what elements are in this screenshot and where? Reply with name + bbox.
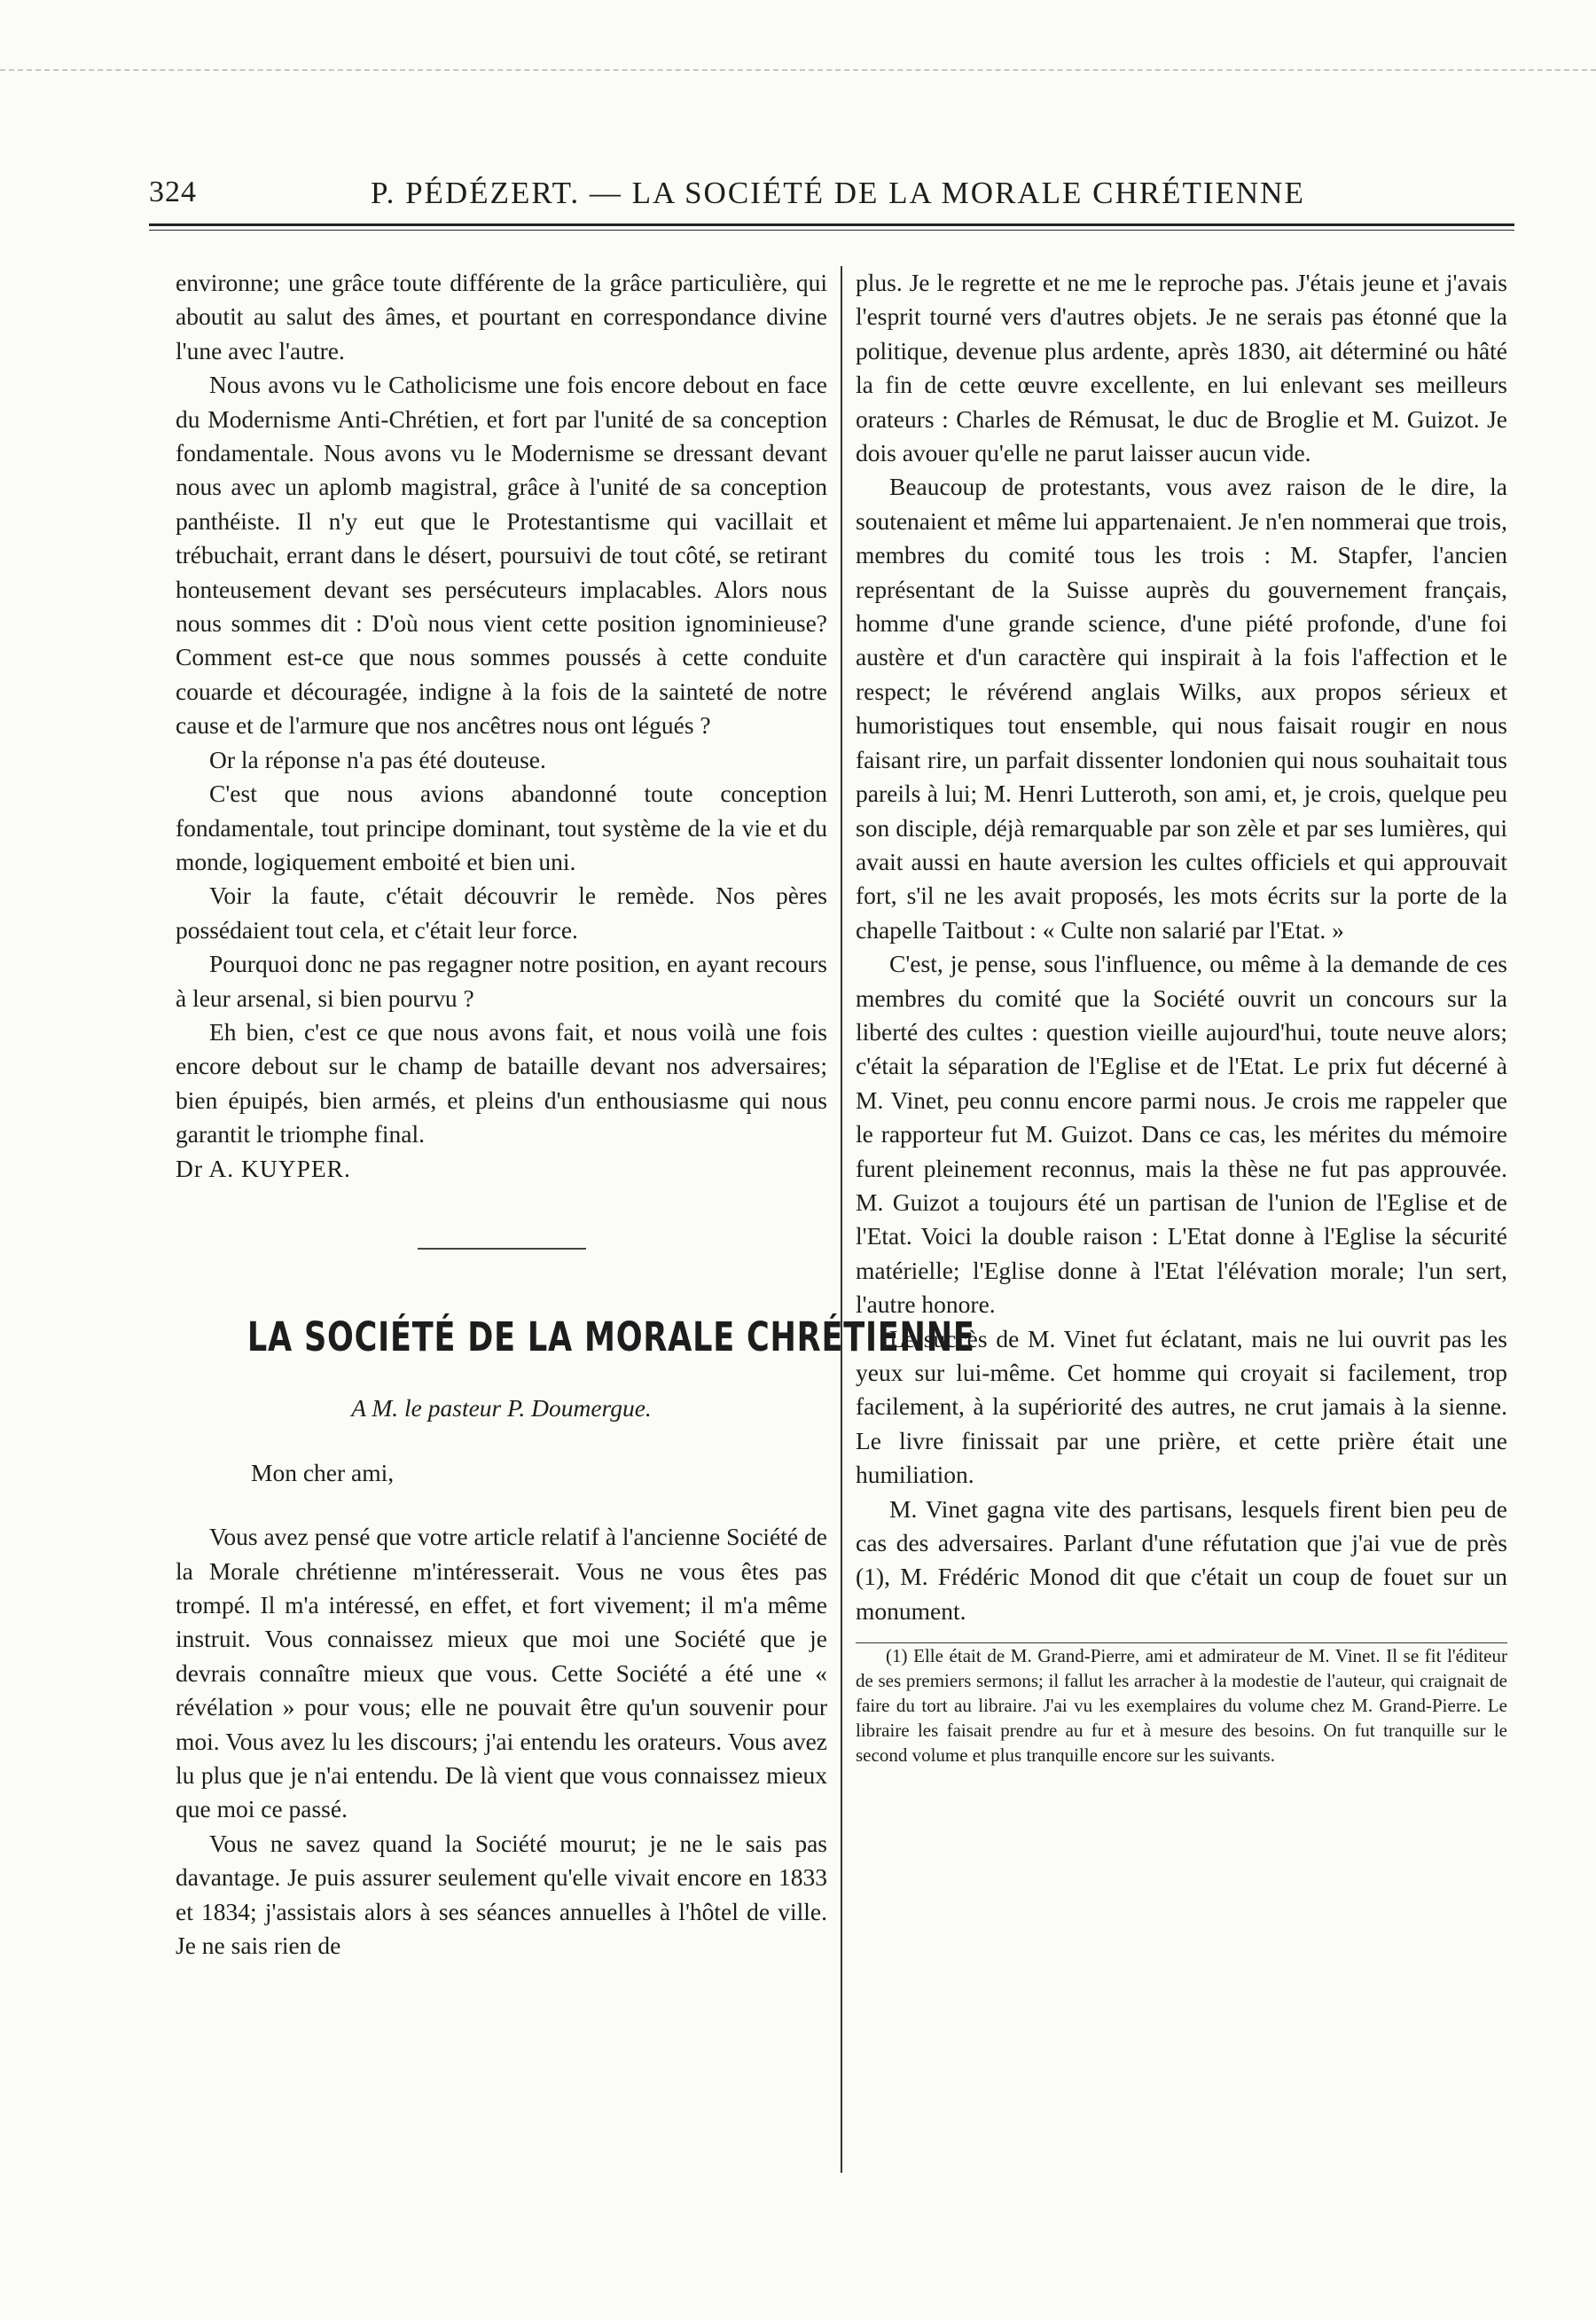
section-separator (418, 1248, 586, 1250)
paragraph: Pourquoi donc ne pas regagner notre position, en ayant recours à leur arsenal, si bien pourvu ? (176, 950, 827, 1012)
page-number: 324 (149, 176, 197, 208)
paragraph: Vous ne savez quand la Société mourut; je ne le sais pas davantage. Je puis assurer seulement qu'elle vivait encore en 1833 et 1834; j'assistais alors à ses séances annuelles à l'hôtel de ville. Je ne sais rien de (176, 1829, 827, 1960)
paragraph: Eh bien, c'est ce que nous avons fait, et nous voilà une fois encore debout sur le champ de bataille devant nos adversaires; bien épuipés, bien armés, et pleins d'un enthousiasme qui nous garantit le triomphe final. (176, 1017, 827, 1148)
paragraph: Beaucoup de protestants, vous avez raison de le dire, la soutenaient et même lui appartenaient. Je n'en nommerai que trois, membres du comité tous les trois : M. Stapfer, l'ancien représentant de la Suisse auprès du gouvernement français, homme d'une grande science, d'une piété profonde, d'une foi austère et d'un caractère qui inspirait à la fois l'affection et le respect; le révérend anglais Wilks, aux propos sérieux et humoristiques tout ensemble, qui nous faisait rougir en nous faisant rire, un parfait dissenter londonien qui nous souhaitait tous pareils à lui; M. Henri Lutteroth, son ami, et, je crois, quelque peu son disciple, déjà remarquable par son zèle et par ses lumières, qui avait aussi en haute aversion les cultes officiels et qui approuvait fort, s'il ne les avait proposés, les mots écrits sur la porte de la chapelle Taitbout : « Culte non salarié par l'Etat. » (856, 473, 1507, 944)
paragraph: Voir la faute, c'était découvrir le remède. Nos pères possédaient tout cela, et c'était leur force. (176, 882, 827, 944)
paragraph: C'est, je pense, sous l'influence, ou même à la demande de ces membres du comité que la Société ouvrit un concours sur la liberté des cultes : question vieille aujourd'hui, toute neuve alors; c'était la séparation de l'Eglise et de l'Etat. Le prix fut décerné à M. Vinet, peu connu encore parmi nous. Je crois me rappeler que le rapporteur fut M. Guizot. Dans ce cas, les mérites du mémoire furent pleinement reconnus, mais la thèse ne fut pas approuvée. M. Guizot a toujours été un partisan de l'union de l'Eglise et de l'Etat. Voici la double raison : L'Etat donne à l'Eglise la sécurité matérielle; l'Eglise donne à l'Etat l'élévation morale; l'un sert, l'autre honore. (856, 950, 1507, 1319)
author-signature: Dr A. KUYPER. (176, 1154, 351, 1182)
paragraph: Nous avons vu le Catholicisme une fois encore debout en face du Modernisme Anti-Chrétien, et fort par l'unité de sa conception fondamentale. Nous avons vu le Modernisme se dressant devant nous avec un aplomb magistral, grâce à l'unité de sa conception panthéiste. Il n'y eut que le Protestantisme qui vacillait et trébuchait, errant dans le désert, poursuivi de tout côté, se retirant honteusement devant ses persécuteurs implacables. Alors nous nous sommes dit : D'où nous vient cette position ignominieuse? Comment est-ce que nous sommes poussés à cette conduite couarde et découragée, indigne à la fois de la sainteté de notre cause et de l'armure que nos ancêtres nous ont légués ? (176, 371, 827, 740)
paragraph: Or la réponse n'a pas été douteuse. (209, 745, 546, 773)
column-divider (841, 266, 842, 2173)
paragraph: environne; une grâce toute différente de la grâce particulière, qui aboutit au salut des âmes, et pourtant en correspondance divine l'une avec l'autre. (176, 269, 827, 364)
paragraph: plus. Je le regrette et ne me le reproche pas. J'étais jeune et j'avais l'esprit tourné vers d'autres objets. Je ne serais pas étonné que la politique, devenue plus ardente, après 1830, ait déterminé ou hâté la fin de cette œuvre excellente, en lui enlevant ses meilleurs orateurs : Charles de Rémusat, le duc de Broglie et M. Guizot. Je dois avouer qu'elle ne parut laisser aucun vide. (856, 269, 1507, 467)
paragraph: C'est que nous avions abandonné toute conception fondamentale, tout principe dominant, tout système de la vie et du monde, logiquement emboité et bien uni. (176, 780, 827, 875)
running-title: P. PÉDÉZERT. — LA SOCIÉTÉ DE LA MORALE CHRÉTIENNE (371, 176, 1305, 210)
scan-top-edge-line (0, 69, 1596, 71)
footnote: (1) Elle était de M. Grand-Pierre, ami et admirateur de M. Vinet. Il se fit l'éditeur de ses premiers sermons; il fallut les arracher à la modestie de l'auteur, qui craignait de faire du tort au libraire. J'ai vu les exemplaires du volume chez M. Grand-Pierre. Le libraire les faisait prendre au fur et à mesure des besoins. On fut tranquille sur le second volume et plus tranquille encore sur les suivants. (856, 1645, 1507, 1767)
article-title: LA SOCIÉTÉ DE LA MORALE CHRÉTIENNE (246, 1313, 975, 1360)
paragraph: Vous avez pensé que votre article relatif à l'ancienne Société de la Morale chrétienne m'intéresserait. Vous ne vous êtes pas trompé. Il m'a intéressé, en effet, et fort vivement; il m'a même instruit. Vous connaissez mieux que moi une Société que je devrais connaître mieux que vous. Cette Société a été une « révélation » pour vous; elle ne pouvait être qu'un souvenir pour moi. Vous avez lu les discours; j'ai entendu les orateurs. Vous avez lu plus que je n'ai entendu. De là vient que vous connaissez mieux que moi ce passé. (176, 1523, 827, 1823)
right-column (856, 266, 1507, 2191)
header-rule (149, 223, 1514, 231)
dedication: A M. le pasteur P. Doumergue. (351, 1394, 652, 1423)
paragraph: Le succès de M. Vinet fut éclatant, mais ne lui ouvrit pas les yeux sur lui-même. Cet homme qui croyait si facilement, trop facilement, à la supériorité des autres, ne crut jamais à la sienne. Le livre finissait par une prière, et cette prière était une humiliation. (856, 1324, 1507, 1489)
paragraph: M. Vinet gagna vite des partisans, lesquels firent bien peu de cas des adversaires. Parlant d'une réfutation que j'ai vue de près (1), M. Frédéric Monod dit que c'était un coup de fouet sur un monument. (856, 1494, 1507, 1625)
left-column (176, 266, 975, 2191)
salutation: Mon cher ami, (251, 1458, 395, 1486)
page-header (149, 176, 1514, 220)
